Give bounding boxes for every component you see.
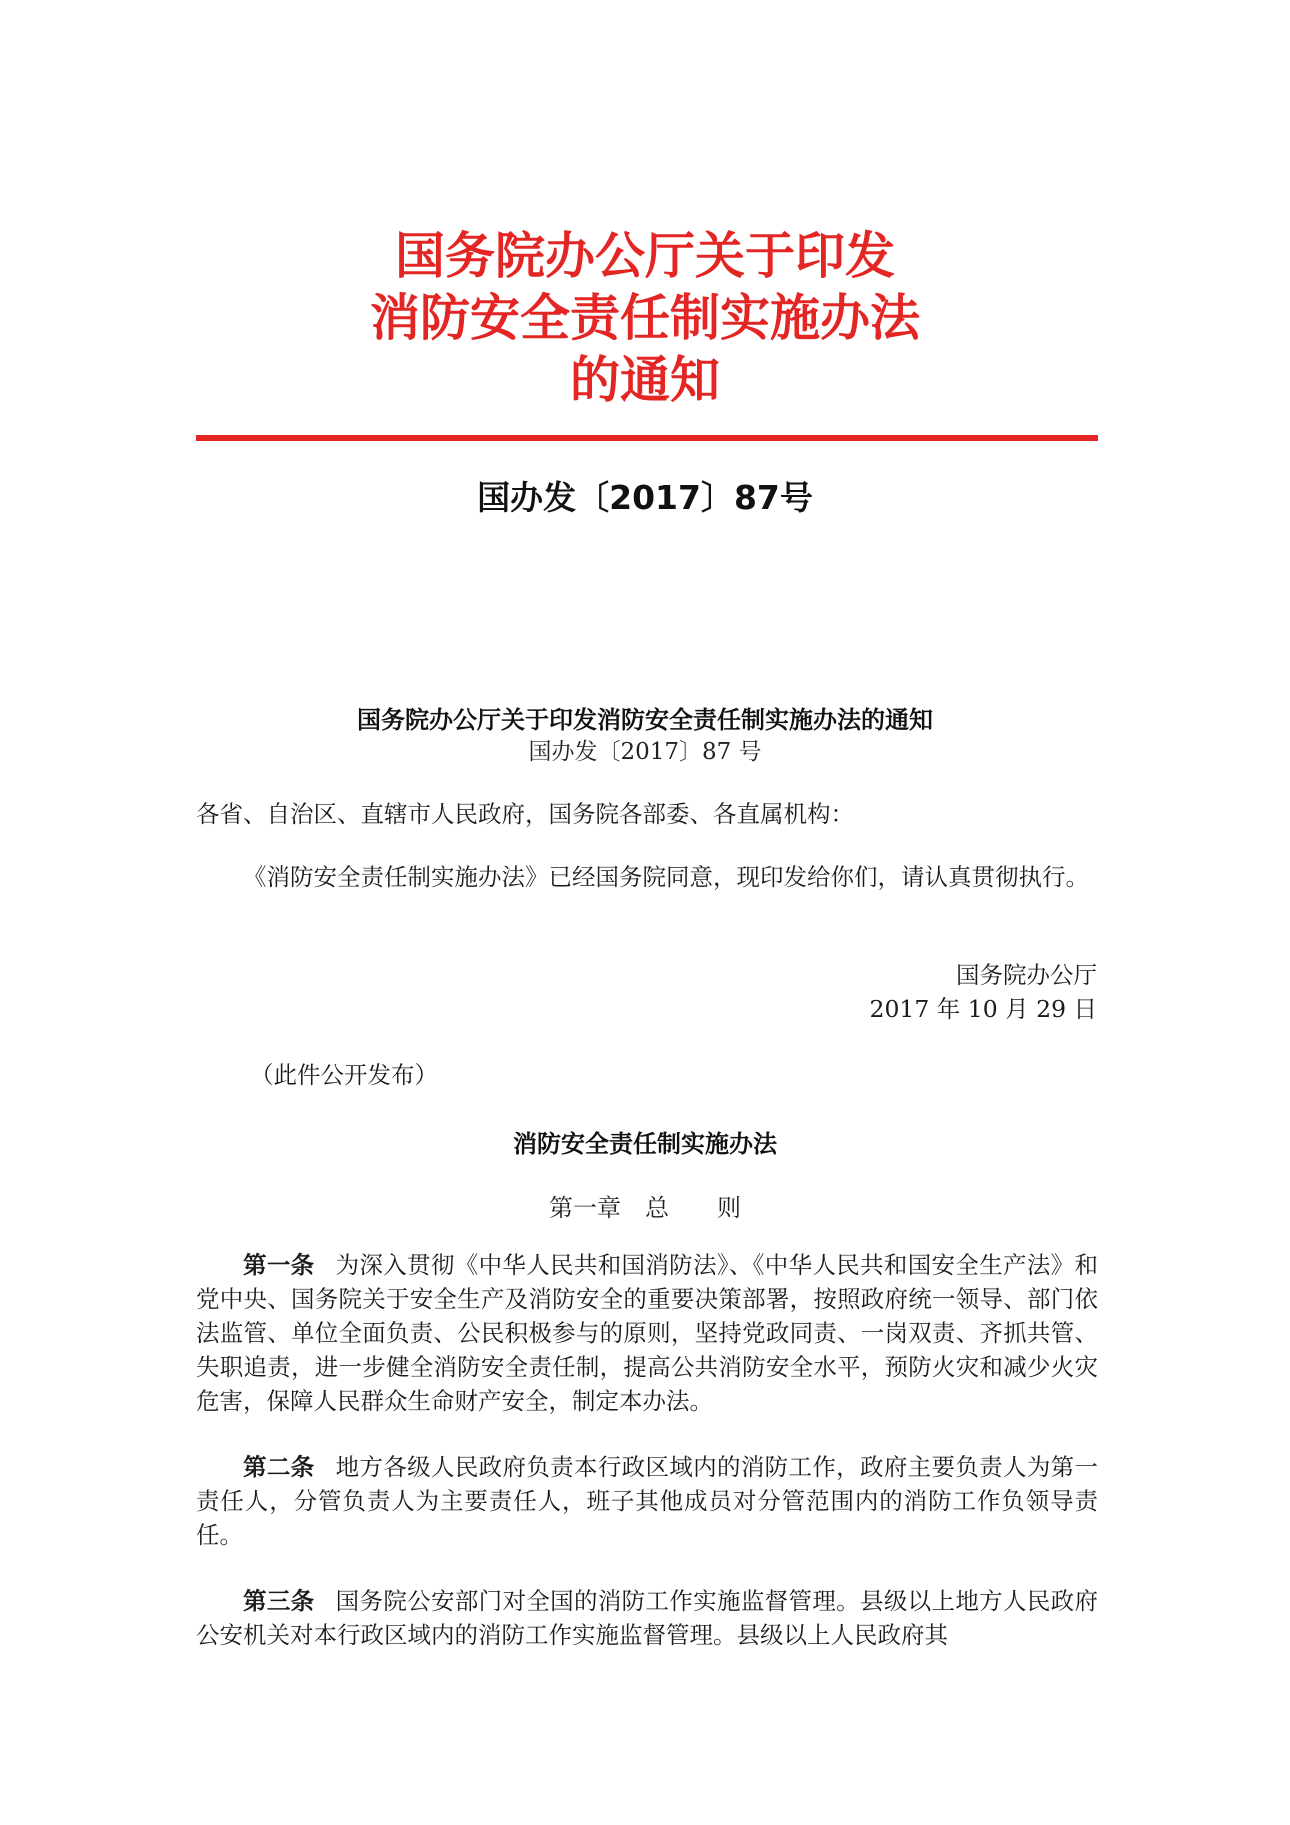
article-1-label: 第一条: [243, 1251, 315, 1279]
article-1-text: 为深入贯彻《中华人民共和国消防法》、《中华人民共和国安全生产法》和党中央、国务院关于安全生产及消防安全的重要决策部署，按照政府统一领导、部门依法监管、单位全面负责、公民积极参与的原则，坚持党政同责、一岗双责、齐抓共管、失职追责，进一步健全消防安全责任制，提高公共消防安全水平，预防火灾和减少火灾危害，保障人民群众生命财产安全，制定本办法。: [196, 1251, 1099, 1415]
article-3-label: 第三条: [243, 1587, 315, 1615]
notice-document-number: 国办发〔2017〕87 号: [528, 739, 762, 765]
document-number-header: 国办发〔2017〕87号: [477, 478, 813, 517]
article-3: [196, 1584, 1098, 1652]
publication-note: （此件公开发布）: [250, 1061, 438, 1089]
notice-recipients: 各省、自治区、直辖市人民政府，国务院各部委、各直属机构：: [196, 800, 854, 828]
article-1: [196, 1248, 1098, 1418]
regulation-title: 消防安全责任制实施办法: [513, 1129, 777, 1158]
red-title-line-1: 国务院办公厅关于印发: [395, 227, 895, 285]
article-2-text: 地方各级人民政府负责本行政区域内的消防工作，政府主要负责人为第一责任人，分管负责人为主要责任人，班子其他成员对分管范围内的消防工作负领导责任。: [196, 1453, 1099, 1549]
notice-date: 2017 年 10 月 29 日: [869, 995, 1097, 1023]
notice-title: 国务院办公厅关于印发消防安全责任制实施办法的通知: [357, 705, 933, 734]
red-title-line-3: 的通知: [570, 351, 720, 409]
notice-signer: 国务院办公厅: [956, 961, 1097, 989]
chapter-heading: 第一章 总 则: [549, 1194, 741, 1222]
red-divider: [196, 435, 1098, 441]
article-2-label: 第二条: [243, 1453, 315, 1481]
notice-body: 《消防安全责任制实施办法》已经国务院同意，现印发给你们，请认真贯彻执行。: [243, 863, 1089, 891]
article-2: [196, 1450, 1098, 1552]
article-3-text: 国务院公安部门对全国的消防工作实施监督管理。县级以上地方人民政府公安机关对本行政区域内的消防工作实施监督管理。县级以上人民政府其: [196, 1587, 1099, 1649]
red-title-line-2: 消防安全责任制实施办法: [370, 289, 920, 347]
